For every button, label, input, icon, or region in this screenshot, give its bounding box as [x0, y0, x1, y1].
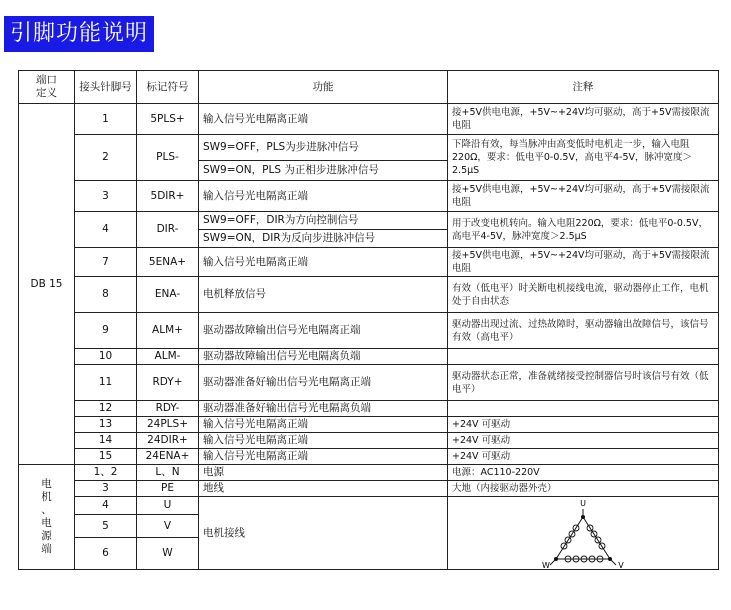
pin-number: 10 [75, 349, 137, 365]
table-row [19, 135, 719, 161]
header-pin: 接头针脚号 [75, 71, 137, 104]
pin-number: 7 [75, 248, 137, 277]
pin-symbol: 5PLS+ [137, 104, 199, 135]
table-row [19, 181, 719, 212]
pin-note-empty [448, 401, 719, 417]
pin-number: 5 [75, 515, 137, 538]
pin-number: 1 [75, 104, 137, 135]
terminal-u-label: U [580, 499, 586, 508]
header-note: 注释 [448, 71, 719, 104]
table-row [19, 365, 719, 401]
pin-note: 接+5V供电电源，+5V~+24V均可驱动，高于+5V需接限流电阻 [448, 181, 719, 212]
table-header-row [19, 71, 719, 104]
pin-number: 9 [75, 313, 137, 349]
pin-function: 输入信号光电隔离正端 [199, 248, 448, 277]
pin-symbol: ALM+ [137, 313, 199, 349]
pin-symbol: ALM- [137, 349, 199, 365]
pin-symbol: 24ENA+ [137, 449, 199, 465]
table-row [19, 277, 719, 313]
pin-function: 输入信号光电隔离正端 [199, 104, 448, 135]
pin-number: 1、2 [75, 465, 137, 481]
pin-note: 驱动器出现过流、过热故障时，驱动器输出故障信号，该信号有效（高电平） [448, 313, 719, 349]
pin-function: 驱动器故障输出信号光电隔离正端 [199, 313, 448, 349]
pin-function: 驱动器准备好输出信号光电隔离负端 [199, 401, 448, 417]
pin-note: 有效（低电平）时关断电机接线电流，驱动器停止工作，电机处于自由状态 [448, 277, 719, 313]
pin-function: 驱动器准备好输出信号光电隔离正端 [199, 365, 448, 401]
table-row [19, 433, 719, 449]
page-title: 引脚功能说明 [4, 16, 154, 52]
pin-number: 14 [75, 433, 137, 449]
pin-symbol: U [137, 497, 199, 515]
motor-wiring-diagram-cell [448, 497, 719, 570]
pin-number: 4 [75, 497, 137, 515]
pin-symbol: 5DIR+ [137, 181, 199, 212]
pin-function: 输入信号光电隔离正端 [199, 417, 448, 433]
header-port: 端口 定义 [19, 71, 75, 104]
pin-number: 3 [75, 181, 137, 212]
pin-function: 电机释放信号 [199, 277, 448, 313]
pin-symbol: V [137, 515, 199, 538]
pin-number: 4 [75, 212, 137, 248]
pin-note: 用于改变电机转向。输入电阻220Ω，要求：低电平0-0.5V，高电平4-5V，脉冲宽度＞2.5μS [448, 212, 719, 248]
pin-note: +24V 可驱动 [448, 417, 719, 433]
pin-number: 11 [75, 365, 137, 401]
pin-function: 输入信号光电隔离正端 [199, 433, 448, 449]
pin-note: 大地（内接驱动器外壳） [448, 481, 719, 497]
pin-note: 驱动器状态正常，准备就绪接受控制器信号时该信号有效（低电平） [448, 365, 719, 401]
pin-symbol: 5ENA+ [137, 248, 199, 277]
pin-number: 15 [75, 449, 137, 465]
header-function: 功能 [199, 71, 448, 104]
pin-function: 电源 [199, 465, 448, 481]
pin-note: 接+5V供电电源，+5V~+24V均可驱动，高于+5V需接限流电阻 [448, 104, 719, 135]
pin-symbol: 24DIR+ [137, 433, 199, 449]
pin-function: 电机接线 [199, 497, 448, 570]
pin-function: 输入信号光电隔离正端 [199, 181, 448, 212]
pin-symbol: W [137, 537, 199, 569]
port-motor-power: 电 机 、 电 源 端 [19, 465, 75, 570]
pin-symbol: L、N [137, 465, 199, 481]
pin-note: +24V 可驱动 [448, 433, 719, 449]
terminal-w-label: W [542, 561, 550, 569]
pin-note-empty [448, 349, 719, 365]
pin-number: 13 [75, 417, 137, 433]
pin-function: 驱动器故障输出信号光电隔离负端 [199, 349, 448, 365]
table-row [19, 497, 719, 515]
pin-note: +24V 可驱动 [448, 449, 719, 465]
table-row [19, 313, 719, 349]
table-row [19, 481, 719, 497]
pin-symbol: PE [137, 481, 199, 497]
pin-number: 12 [75, 401, 137, 417]
pin-function-alt: SW9=ON，DIR为反向步进脉冲信号 [199, 230, 448, 248]
pin-function: 地线 [199, 481, 448, 497]
pin-symbol: ENA- [137, 277, 199, 313]
table-row [19, 104, 719, 135]
table-row [19, 449, 719, 465]
port-db15: DB 15 [19, 104, 75, 465]
motor-wiring-diagram [538, 497, 628, 569]
pin-function: 输入信号光电隔离正端 [199, 449, 448, 465]
pin-function: SW9=OFF，DIR为方向控制信号 [199, 212, 448, 230]
table-row [19, 417, 719, 433]
table-row [19, 212, 719, 230]
table-row [19, 349, 719, 365]
pin-note: 下降沿有效，每当脉冲由高变低时电机走一步，输入电阻220Ω，要求：低电平0-0.5V，高电平4-5V，脉冲宽度＞2.5μS [448, 135, 719, 181]
terminal-v-label: V [618, 561, 624, 569]
pin-symbol: DIR- [137, 212, 199, 248]
pin-number: 8 [75, 277, 137, 313]
pin-symbol: PLS- [137, 135, 199, 181]
header-symbol: 标记符号 [137, 71, 199, 104]
pin-function-alt: SW9=ON，PLS 为正相步进脉冲信号 [199, 161, 448, 181]
pin-symbol: 24PLS+ [137, 417, 199, 433]
pin-function: SW9=OFF，PLS为步进脉冲信号 [199, 135, 448, 161]
pin-number: 3 [75, 481, 137, 497]
table-row [19, 465, 719, 481]
pin-number: 6 [75, 537, 137, 569]
pin-note: 接+5V供电电源，+5V~+24V均可驱动，高于+5V需接限流电阻 [448, 248, 719, 277]
pin-symbol: RDY+ [137, 365, 199, 401]
pin-note: 电源：AC110-220V [448, 465, 719, 481]
table-row [19, 248, 719, 277]
pin-symbol: RDY- [137, 401, 199, 417]
table-row [19, 401, 719, 417]
pin-number: 2 [75, 135, 137, 181]
pin-function-table [18, 70, 719, 570]
